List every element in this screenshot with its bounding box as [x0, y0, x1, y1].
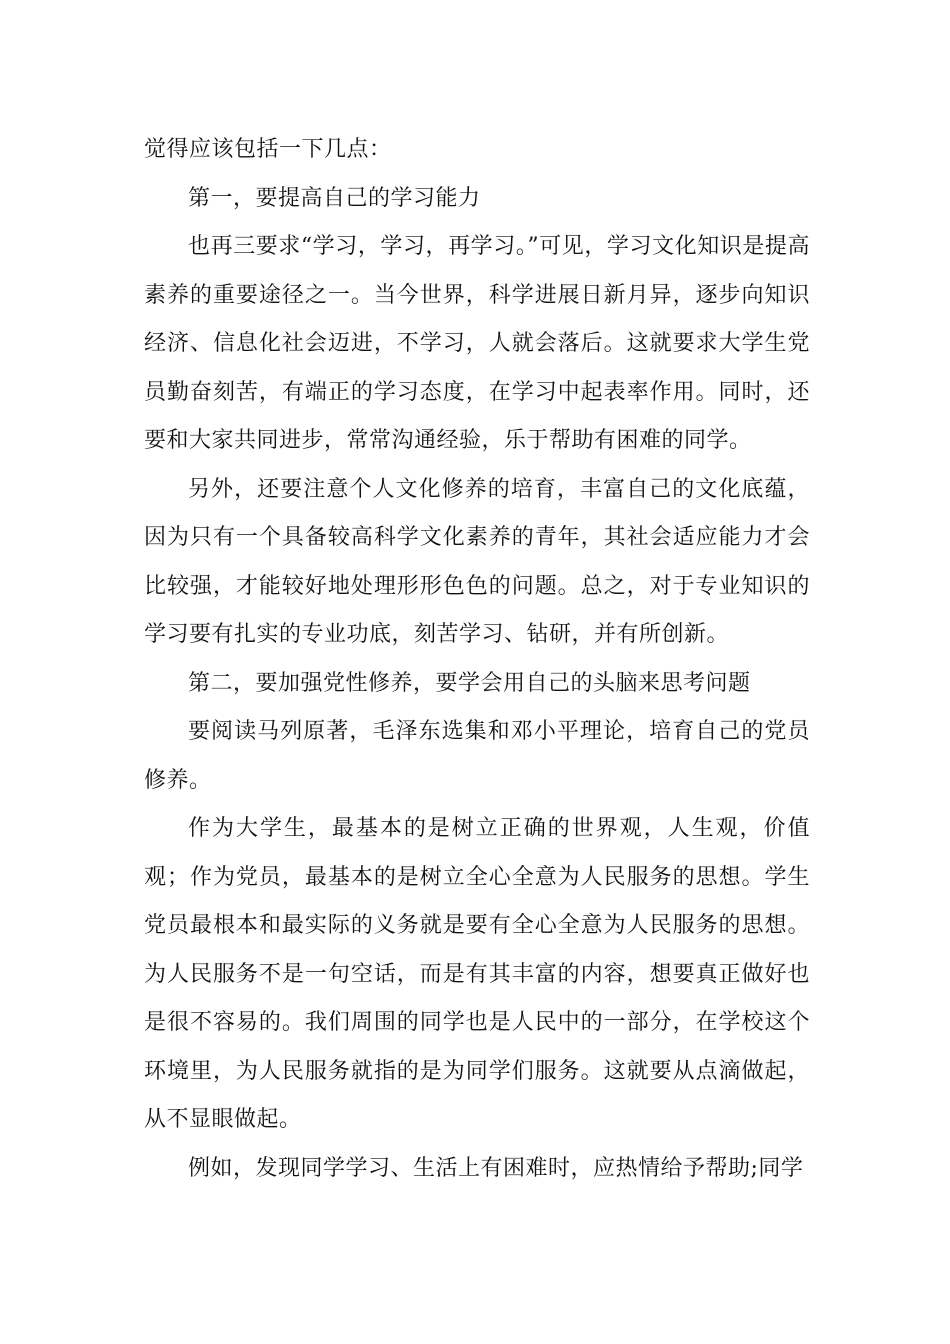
- paragraph-intro: 觉得应该包括一下几点：: [144, 137, 392, 162]
- paragraph-study: 也再三要求“学习，学习，再学习。”可见，学习文化知识是提高素养的重要途径之一。当今世界，科学进展日新月异，逐步向知识经济、信息化社会迈进，不学习，人就会落后。这就要求大学生党员勤奋刻苦，有端正的学习态度，在学习中起表率作用。同时，还要和大家共同进步，常常沟通经验，乐于帮助有困难的同学。: [144, 234, 810, 453]
- section-heading-first: 第一，要提高自己的学习能力: [188, 185, 481, 211]
- paragraph-reading: 要阅读马列原著，毛泽东选集和邓小平理论，培育自己的党员修养。: [144, 719, 810, 793]
- document-body: [144, 126, 810, 1193]
- section-heading-second: 第二，要加强党性修养，要学会用自己的头脑来思考问题: [188, 670, 751, 696]
- paragraph-service: 作为大学生，最基本的是树立正确的世界观，人生观，价值观；作为党员，最基本的是树立全心全意为人民服务的思想。学生党员最根本和最实际的义务就是要有全心全意为人民服务的思想。为人民服务不是一句空话，而是有其丰富的内容，想要真正做好也是很不容易的。我们周围的同学也是人民中的一部分，在学校这个环境里，为人民服务就指的是为同学们服务。这就要从点滴做起，从不显眼做起。: [144, 816, 810, 1132]
- paragraph-example: 例如，发现同学学习、生活上有困难时，应热情给予帮助;同学: [188, 1155, 804, 1181]
- paragraph-culture: 另外，还要注意个人文化修养的培育，丰富自己的文化底蕴，因为只有一个具备较高科学文化素养的青年，其社会适应能力才会比较强，才能较好地处理形形色色的问题。总之，对于专业知识的学习要有扎实的专业功底，刻苦学习、钻研，并有所创新。: [144, 476, 810, 647]
